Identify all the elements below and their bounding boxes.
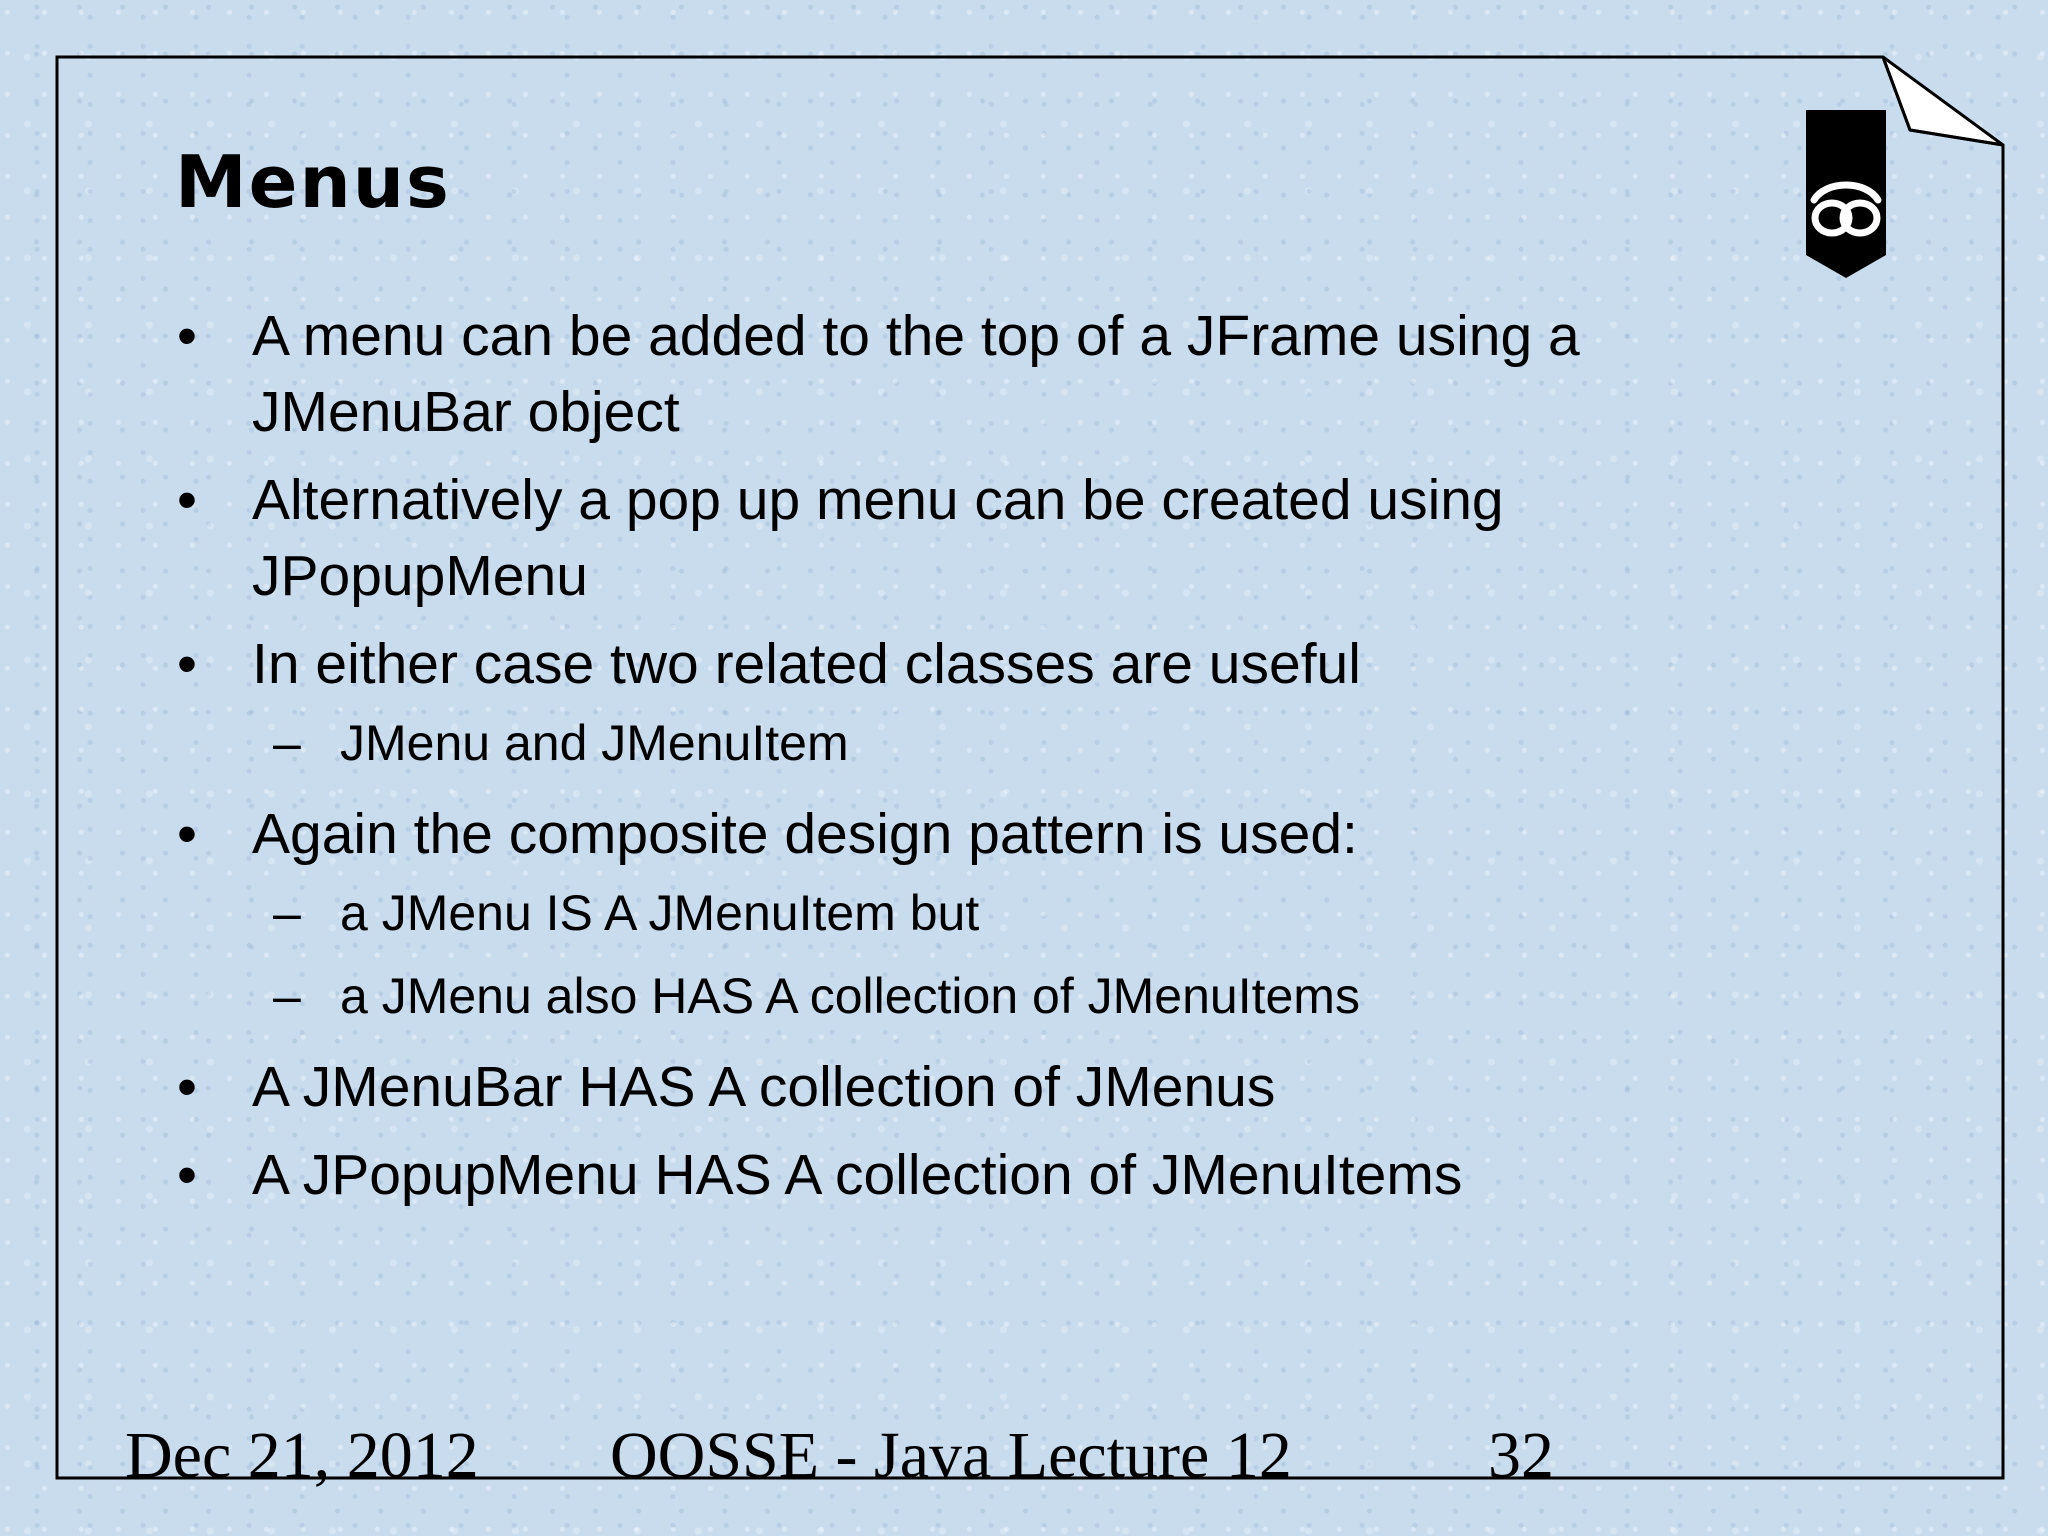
bullet-list (175, 298, 1775, 1225)
bullet-item: • A menu can be added to the top of a JFrame using a JMenuBar object (175, 298, 1775, 450)
bullet-item: • In either case two related classes are useful (175, 626, 1775, 702)
page-curl-icon (1883, 57, 2003, 145)
sub-bullet-item: – a JMenu also HAS A collection of JMenuItems (175, 965, 1775, 1027)
slide-title: Menus (175, 140, 451, 224)
bullet-item: • Alternatively a pop up menu can be created using JPopupMenu (175, 462, 1775, 614)
sub-bullet-item: – a JMenu IS A JMenuItem but (175, 882, 1775, 944)
university-shield-knot-icon (1806, 110, 1886, 278)
bullet-item: • A JMenuBar HAS A collection of JMenus (175, 1049, 1775, 1125)
bullet-item: • A JPopupMenu HAS A collection of JMenuItems (175, 1137, 1775, 1213)
footer-page-number: 32 (1488, 1419, 1554, 1492)
footer-course-title: OOSSE - Java Lecture 12 (610, 1419, 1292, 1492)
sub-bullet-item: – JMenu and JMenuItem (175, 712, 1775, 774)
footer-date: Dec 21, 2012 (125, 1419, 479, 1492)
bullet-item: • Again the composite design pattern is used: (175, 796, 1775, 872)
slide-footer (0, 1418, 2048, 1498)
